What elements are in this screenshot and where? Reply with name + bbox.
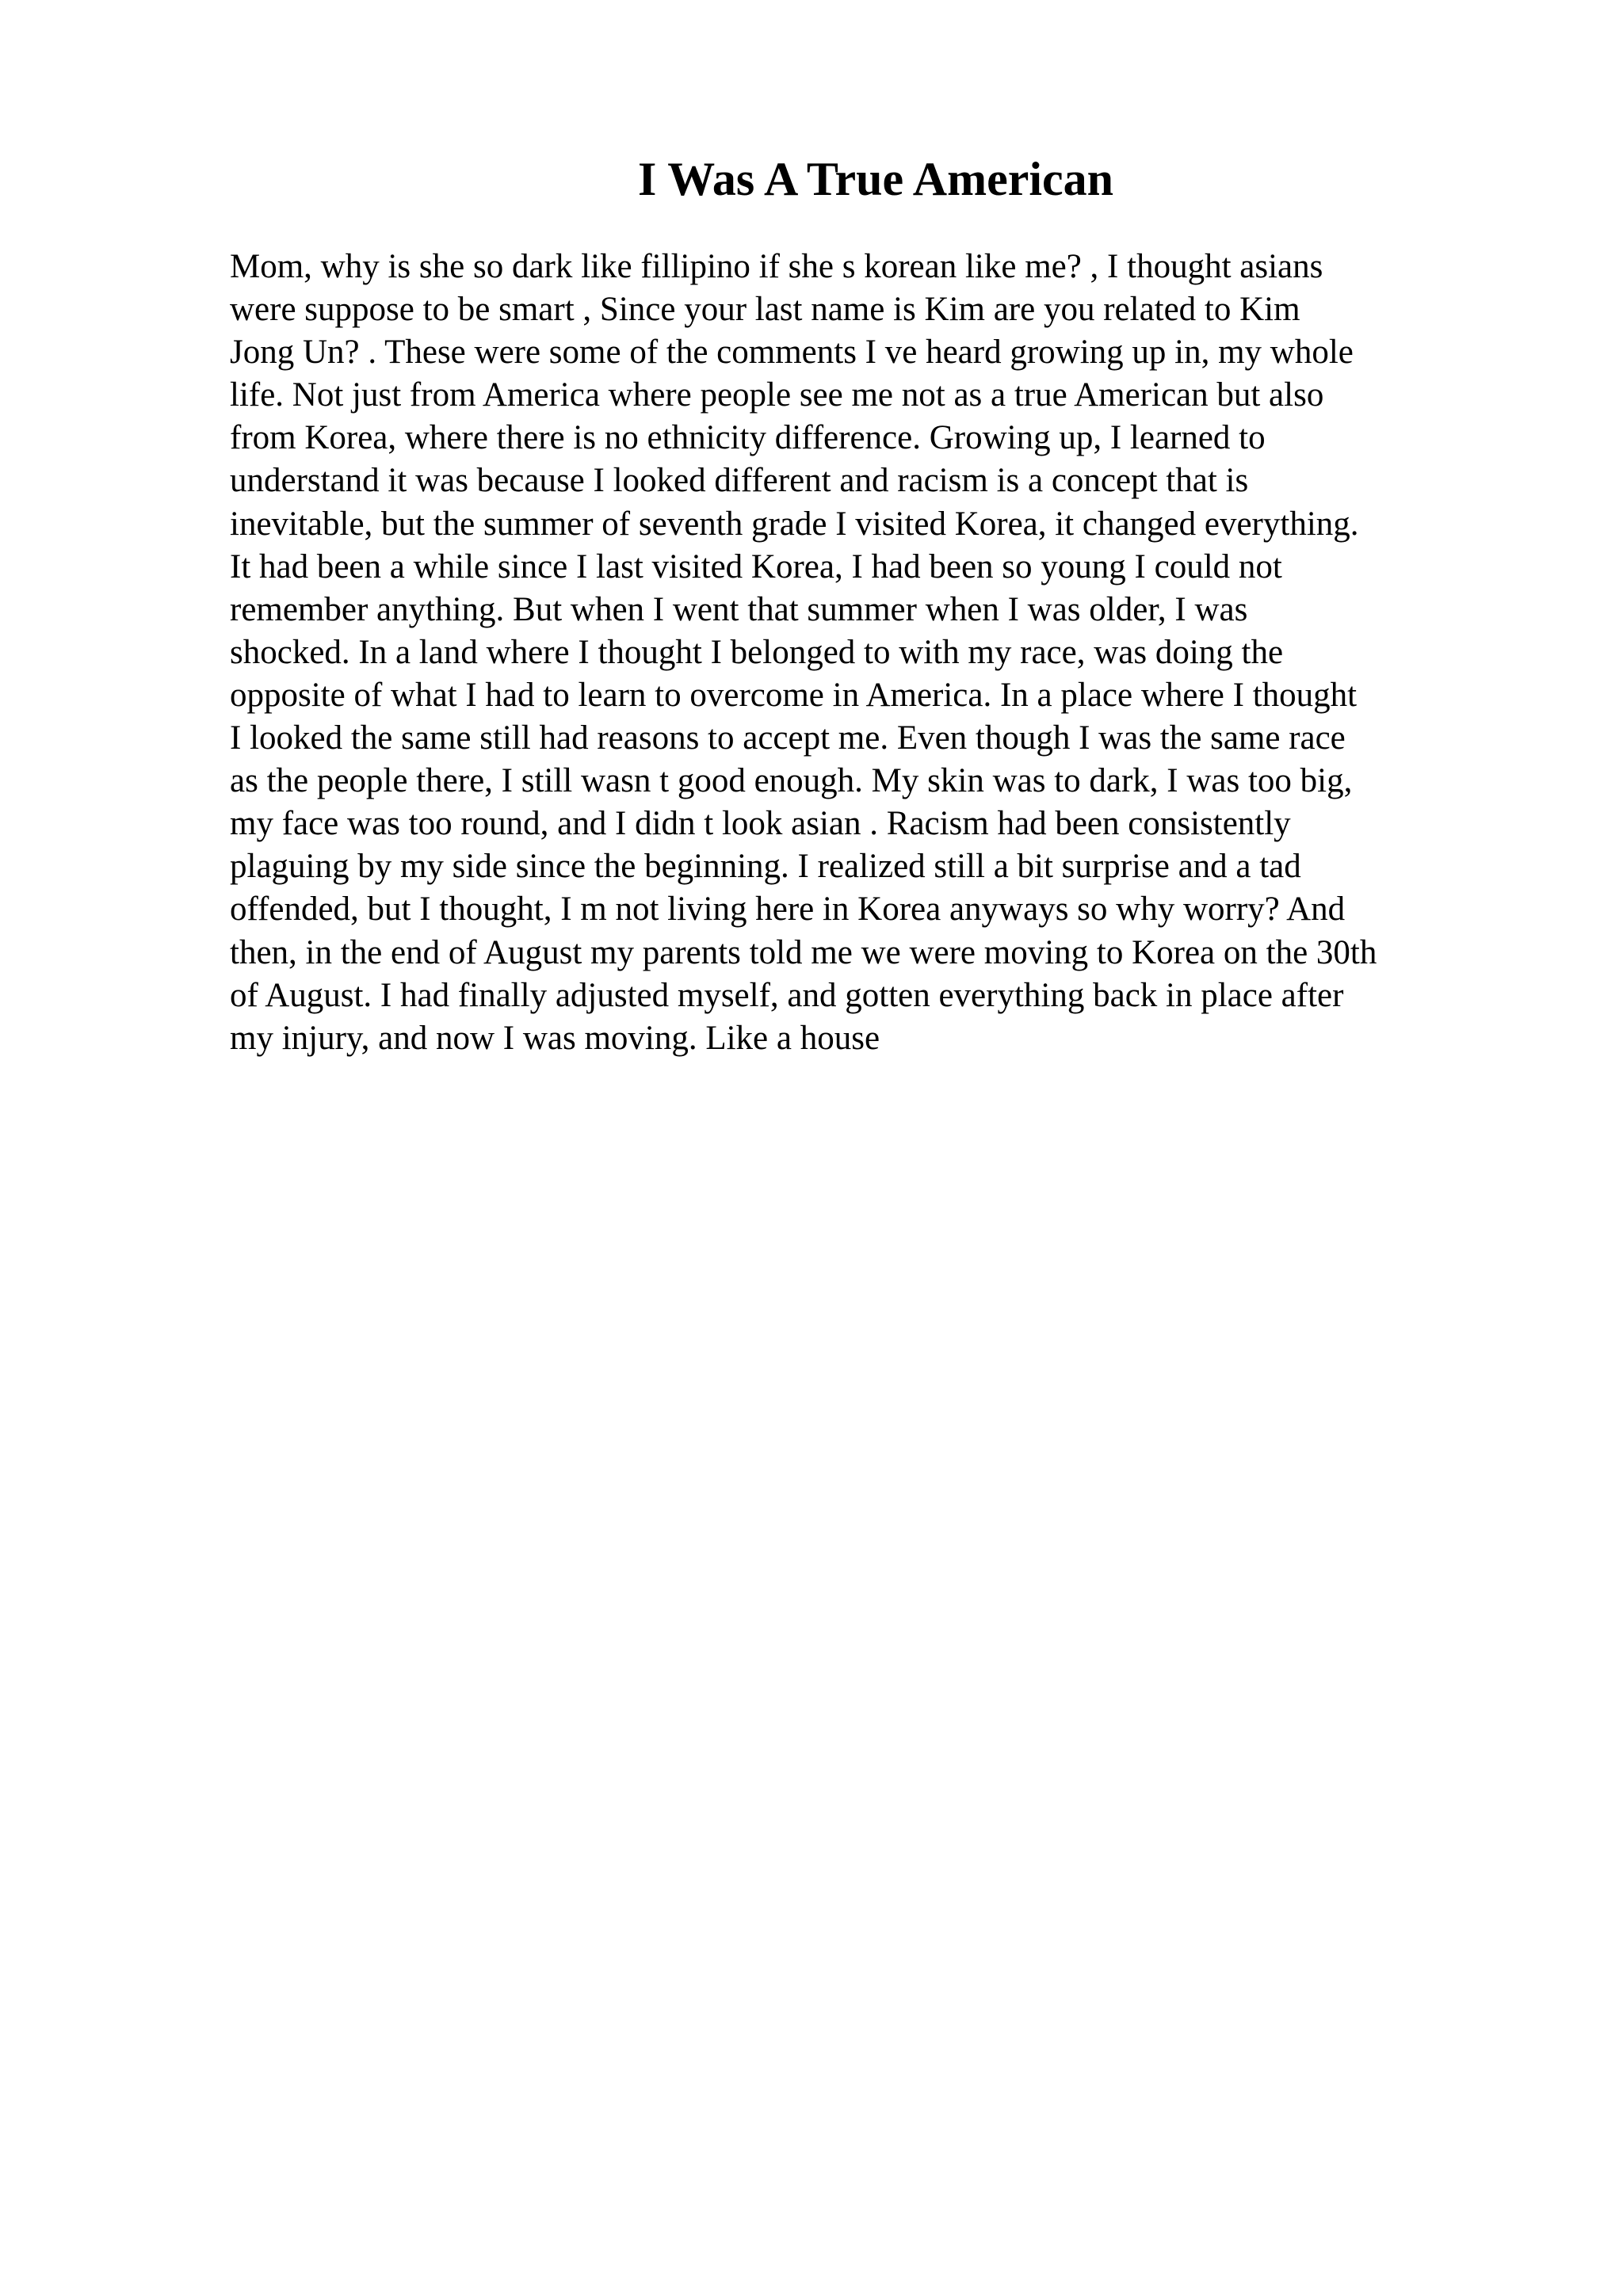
text-line: opposite of what I had to learn to overcome in America. In a place where I thought [230, 676, 1358, 714]
text-line: as the people there, I still wasn t good enough. My skin was to dark, I was too big, [230, 762, 1353, 800]
text-line: I looked the same still had reasons to accept me. Even though I was the same race [230, 719, 1346, 757]
text-line: It had been a while since I last visited Korea, I had been so young I could not [230, 547, 1282, 585]
text-line: life. Not just from America where people see me not as a true American but also [230, 376, 1324, 414]
text-line: my face was too round, and I didn t look asian . Racism had been consistently [230, 805, 1291, 843]
text-line: shocked. In a land where I thought I belonged to with my race, was doing the [230, 633, 1284, 671]
text-line: from Korea, where there is no ethnicity difference. Growing up, I learned to [230, 419, 1266, 457]
page-title: I Was A True American [637, 153, 1114, 205]
text-line: offended, but I thought, I m not living here in Korea anyways so why worry? And [230, 891, 1346, 929]
text-line: then, in the end of August my parents told me we were moving to Korea on the 30th [230, 933, 1377, 971]
text-line: Mom, why is she so dark like fillipino if she s korean like me? , I thought asians [230, 248, 1323, 285]
text-line: plaguing by my side since the beginning. I realized still a bit surprise and a tad [230, 848, 1301, 886]
text-line: understand it was because I looked different and racism is a concept that is [230, 462, 1249, 500]
text-line: remember anything. But when I went that summer when I was older, I was [230, 590, 1248, 628]
text-line: were suppose to be smart , Since your last name is Kim are you related to Kim [230, 291, 1300, 329]
text-line: of August. I had finally adjusted myself, and gotten everything back in place after [230, 976, 1344, 1014]
text-line: Jong Un? . These were some of the comments I ve heard growing up in, my whole [230, 334, 1354, 372]
body-text [230, 246, 1498, 1060]
text-line: my injury, and now I was moving. Like a house [230, 1019, 880, 1057]
text-line: inevitable, but the summer of seventh grade I visited Korea, it changed everything. [230, 505, 1359, 543]
